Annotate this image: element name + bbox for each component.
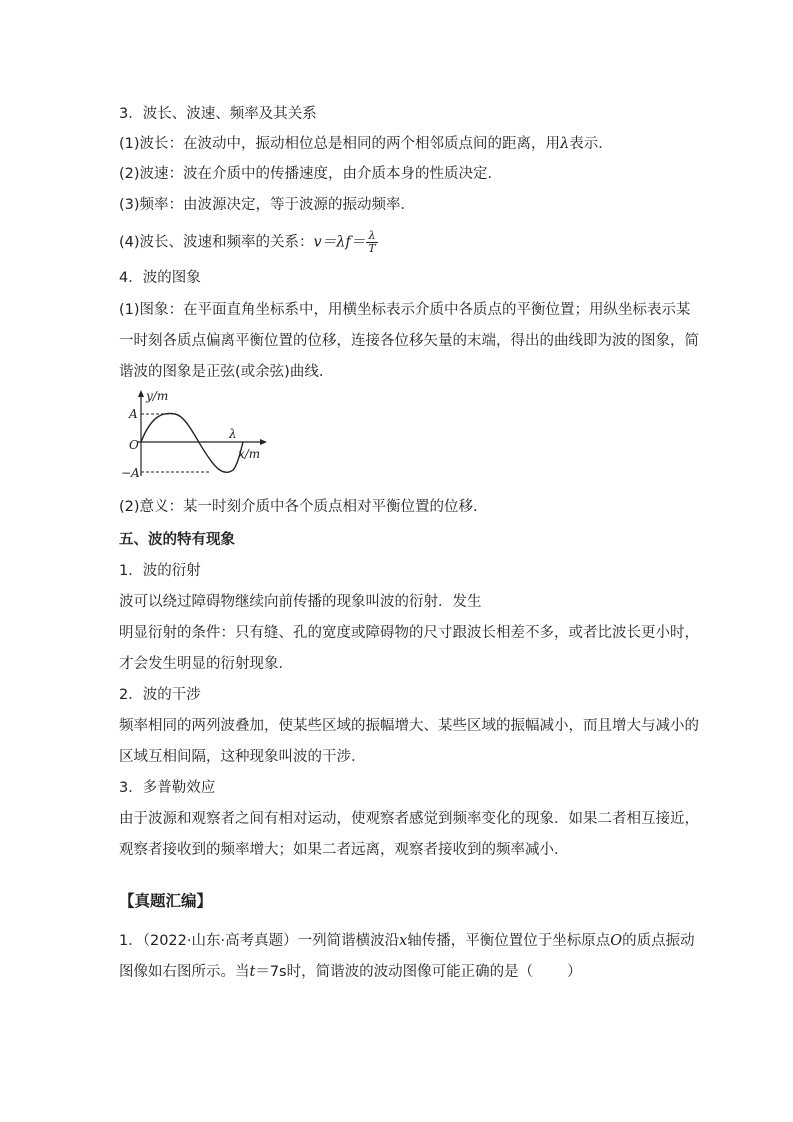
fraction-numerator: λ: [366, 230, 377, 243]
y-axis-arrow-icon: [138, 390, 144, 397]
frequency-definition: (3)频率：由波源决定，等于波源的振动频率．: [119, 197, 416, 213]
diffraction-text-2: 明显衍射的条件：只有缝、孔的宽度或障碍物的尺寸跟波长相差不多，或者比波长更小时，: [119, 625, 699, 641]
x-axis-arrow-icon: [260, 439, 267, 445]
section-5-heading: 五、波的特有现象: [119, 532, 235, 548]
x-axis-label: x/m: [238, 447, 261, 461]
interference-text-2: 区域互相间隔，这种现象叫波的干涉．: [119, 749, 366, 765]
fraction-denominator: T: [368, 242, 376, 255]
relation-formula-line: [119, 230, 378, 255]
interference-heading: 2．波的干涉: [119, 687, 201, 703]
doppler-text-1: 由于波源和观察者之间有相对运动，使观察者感觉到频率变化的现象．如果二者相互接近，: [119, 811, 699, 827]
section-3-heading: 3．波长、波速、频率及其关系: [119, 106, 317, 122]
section-4-heading: 4．波的图象: [119, 270, 201, 286]
closing-paren: ）: [567, 964, 582, 980]
amplitude-label: A: [129, 407, 138, 421]
neg-amplitude-label: −A: [121, 466, 140, 480]
interference-text-1: 频率相同的两列波叠加，使某些区域的振幅增大、某些区域的振幅减小，而且增大与减小的: [119, 718, 699, 734]
question-prompt: 时，简谐波的波动图像可能正确的是（: [286, 964, 534, 980]
past-exams-heading: 【真题汇编】: [119, 892, 213, 910]
question-text: 1．（2022·山东·高考真题）一列简谐横波沿: [119, 933, 400, 949]
wavelength-text-end: 表示．: [569, 136, 613, 152]
question-1-line-2: [119, 962, 582, 982]
lambda-symbol: λ: [560, 136, 570, 152]
diffraction-text-1: 波可以绕过障碍物继续向前传播的现象叫波的衍射．发生: [119, 594, 482, 610]
time-value: ＝7s: [255, 964, 287, 980]
relation-equation: v＝λf＝: [313, 234, 366, 251]
diffraction-text-3: 才会发生明显的衍射现象．: [119, 656, 293, 672]
relation-text: (4)波长、波速和频率的关系：: [119, 234, 314, 251]
doppler-heading: 3．多普勒效应: [119, 780, 216, 796]
wavelength-definition: [119, 134, 613, 154]
graph-definition-line-1: (1)图象：在平面直角坐标系中，用横坐标表示介质中各质点的平衡位置；用纵坐标表示某: [119, 302, 691, 318]
doppler-text-2: 观察者接收到的频率增大；如果二者远离，观察者接收到的频率减小．: [119, 842, 569, 858]
wavelength-text: (1)波长：在波动中，振动相位总是相同的两个相邻质点间的距离，用: [119, 136, 561, 152]
y-axis-label: y/m: [146, 389, 169, 403]
lambda-over-T-fraction: [366, 230, 377, 255]
graph-definition-line-3: 谐波的图象是正弦(或余弦)曲线．: [119, 364, 334, 380]
wave-graph: [119, 388, 279, 480]
sine-wave-curve: [141, 413, 243, 472]
question-text-end: 的质点振动: [622, 933, 695, 949]
question-text-mid: 轴传播，平衡位置位于坐标原点: [407, 933, 611, 949]
question-text-2: 图像如右图所示。当: [119, 964, 250, 980]
origin-label: O: [129, 438, 139, 452]
x-symbol: x: [399, 933, 408, 949]
origin-symbol: O: [610, 933, 623, 949]
lambda-label: λ: [229, 427, 237, 441]
wave-speed-definition: (2)波速：波在介质中的传播速度，由介质本身的性质决定．: [119, 166, 503, 182]
t-symbol: t: [249, 964, 256, 980]
graph-meaning: (2)意义：某一时刻介质中各个质点相对平衡位置的位移．: [119, 499, 488, 515]
graph-definition-line-2: 一时刻各质点偏离平衡位置的位移，连接各位移矢量的末端，得出的曲线即为波的图象，简: [119, 333, 699, 349]
diffraction-heading: 1．波的衍射: [119, 563, 201, 579]
question-1-line-1: [119, 931, 695, 951]
